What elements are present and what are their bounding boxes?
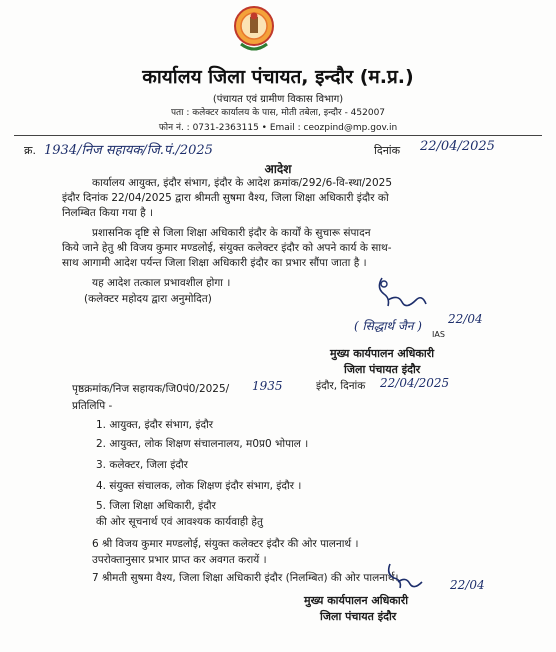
order-heading: आदेश [264, 162, 292, 176]
order-para1-line1: कार्यालय आयुक्त, इंदौर संभाग, इंदौर के आदेश क्रमांक/292/6-वि-स्था/2025 [92, 177, 393, 189]
address-line: पता : कलेक्टर कार्यालय के पास, मोती तबेला, इन्दौर - 452007 [170, 108, 386, 118]
order-para2-line1: प्रशासनिक दृष्टि से जिला शिक्षा अधिकारी इंदौर के कार्यों के सुचारू संपादन [92, 227, 371, 239]
signatory1-place-date: इंदौर, दिनांक [316, 380, 366, 392]
signature-scribble-2 [380, 558, 440, 594]
order-para3: यह आदेश तत्काल प्रभावशील होगा । [92, 277, 231, 289]
ias-suffix: IAS [432, 330, 445, 339]
signatory1-office: जिला पंचायत इंदौर [344, 363, 421, 376]
department-line: (पंचायत एवं ग्रामीण विकास विभाग) [212, 94, 344, 105]
signatory2-designation: मुख्य कार्यपालन अधिकारी [304, 594, 409, 607]
emblem-logo [233, 4, 275, 54]
copy-item-7: 7 श्रीमती सुषमा वैश्य, जिला शिक्षा अधिकारी इंदौर (निलम्बित) की ओर पालनार्थ। [92, 572, 399, 584]
order-para1-line2: इंदौर दिनांक 22/04/2025 द्वारा श्रीमती सुषमा वैश्य, जिला शिक्षा अधिकारी इंदौर को [62, 192, 389, 204]
date-handwritten: 22/04/2025 [420, 139, 495, 154]
date-prefix: दिनांक [374, 144, 401, 157]
order-para2-line3: साथ आगामी आदेश पर्यन्त जिला शिक्षा अधिकारी इंदौर का प्रभार सौंपा जाता है । [62, 257, 367, 269]
signatory2-office: जिला पंचायत इंदौर [320, 610, 397, 623]
office-title: कार्यालय जिला पंचायत, इन्दौर (म.प्र.) [142, 66, 414, 88]
signatory1-designation: मुख्य कार्यपालन अधिकारी [330, 347, 435, 360]
copy-item-3: 3. कलेक्टर, जिला इंदौर [96, 459, 188, 471]
header-divider [14, 135, 542, 136]
endorsement-ref-number: 1935 [252, 379, 283, 393]
copy-to-label: प्रतिलिपि - [72, 400, 113, 412]
signatory1-name: ( सिद्धार्थ जैन ) [354, 319, 422, 333]
order-para2-line2: किये जाने हेतु श्री विजय कुमार मण्डलोई, संयुक्त कलेक्टर इंदौर को अपने कार्य के साथ- [62, 242, 392, 254]
signatory2-date: 22/04 [450, 578, 485, 592]
copy-item-5: 5. जिला शिक्षा अधिकारी, इंदौर [96, 500, 216, 512]
signatory1-date: 22/04 [448, 312, 483, 326]
info-line: की ओर सूचनार्थ एवं आवश्यक कार्यवाही हेतु [96, 516, 263, 528]
endorsement-ref: पृष्ठक्रमांक/निज सहायक/जि0पं0/2025/ [72, 383, 230, 395]
signatory1-date2: 22/04/2025 [380, 376, 450, 390]
signature-scribble-1 [368, 268, 438, 318]
copy-item-4: 4. संयुक्त संचालक, लोक शिक्षण इंदौर संभाग, इंदौर । [96, 480, 302, 492]
approval-note: (कलेक्टर महोदय द्वारा अनुमोदित) [84, 293, 212, 305]
contact-line: फोन नं. : 0731-2363115 • Email : ceozpind@mp.gov.in [158, 123, 398, 133]
ref-prefix: क्र. [24, 144, 36, 157]
ref-number-handwritten: 1934/निज सहायक/जि.पं./2025 [44, 143, 213, 158]
copy-item-6: 6 श्री विजय कुमार मण्डलोई, संयुक्त कलेक्टर इंदौर की ओर पालनार्थ । [92, 538, 359, 550]
order-para1-line3: निलम्बित किया गया है । [62, 207, 153, 219]
copy-item-2: 2. आयुक्त, लोक शिक्षण संचालनालय, म0प्र0 भोपाल । [96, 438, 309, 450]
copy-item-6b: उपरोक्तानुसार प्रभार प्राप्त कर अवगत करायें । [92, 554, 267, 566]
copy-item-1: 1. आयुक्त, इंदौर संभाग, इंदौर [96, 419, 214, 431]
